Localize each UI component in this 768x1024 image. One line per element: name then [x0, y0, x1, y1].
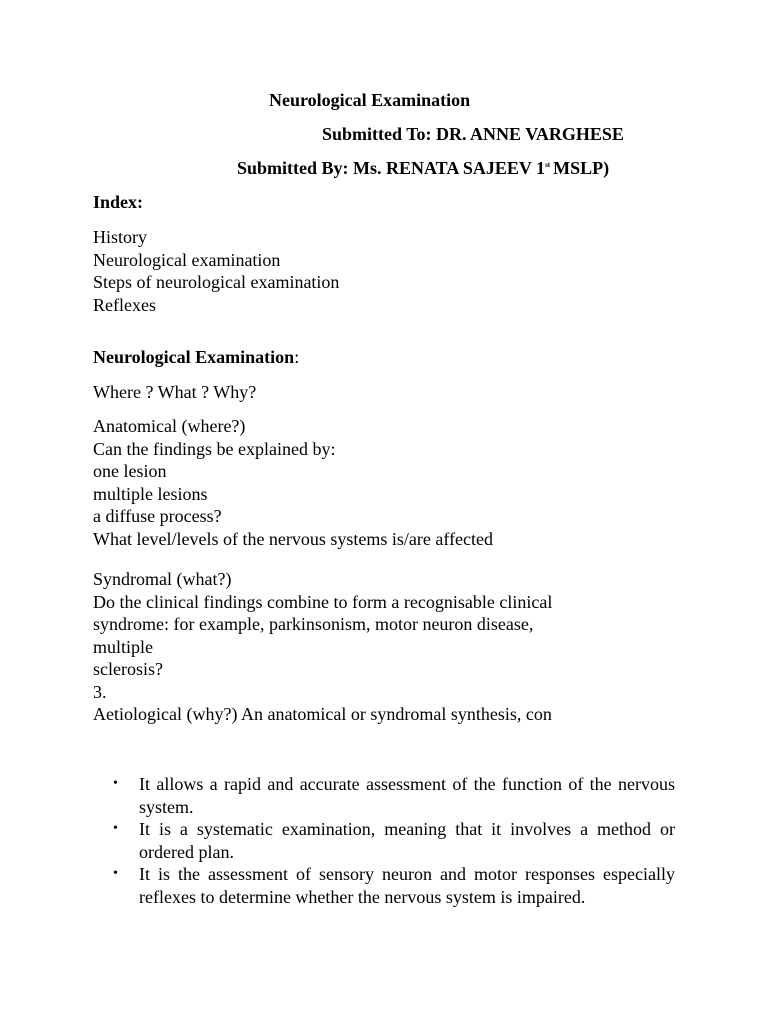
bullet-icon: •: [113, 866, 118, 881]
anatomical-line: What level/levels of the nervous systems is/are affected: [93, 528, 494, 549]
syndromal-line: Syndromal (what?): [93, 569, 232, 589]
submitted-by-line: [237, 157, 609, 180]
index-item-reflexes: Reflexes: [93, 294, 156, 315]
list-item: [113, 773, 675, 818]
index-heading: Index:: [93, 192, 144, 212]
list-item-text: It is the assessment of sensory neuron and motor responses especially reflexes to determine whether the nervous system is impaired.: [139, 864, 675, 907]
index-item-steps: Steps of neurological examination: [93, 272, 340, 292]
anatomical-line: a diffuse process?: [93, 506, 222, 526]
anatomical-line: multiple lesions: [93, 483, 208, 504]
list-item: [113, 863, 675, 908]
bullet-list: [113, 773, 675, 908]
anatomical-paragraph: [93, 415, 493, 550]
anatomical-line: Anatomical (where?): [93, 416, 246, 436]
syndromal-line: sclerosis?: [93, 659, 163, 679]
index-item-history: History: [93, 227, 147, 247]
index-item-neurological-examination: Neurological examination: [93, 249, 281, 270]
document-title: Neurological Examination: [269, 90, 471, 110]
anatomical-line: one lesion: [93, 461, 167, 481]
list-item-text: It allows a rapid and accurate assessment of the function of the nervous system.: [139, 774, 675, 817]
list-item: [113, 818, 675, 863]
syndromal-line: Aetiological (why?) An anatomical or syndromal synthesis, con: [93, 704, 552, 724]
bullet-icon: •: [113, 821, 118, 836]
ordinal-superscript: st: [545, 161, 551, 169]
section-heading-colon: :: [294, 347, 300, 367]
syndromal-paragraph: [93, 568, 552, 726]
section-heading-text: Neurological Examination: [93, 347, 295, 367]
questions-line: Where ? What ? Why?: [93, 382, 257, 402]
anatomical-line: Can the findings be explained by:: [93, 438, 336, 459]
syndromal-line: Do the clinical findings combine to form a recognisable clinical: [93, 591, 553, 612]
submitted-by-text: Submitted By: Ms. RENATA SAJEEV 1: [237, 158, 546, 178]
submitted-by-suffix: MSLP): [553, 158, 610, 178]
syndromal-line: 3.: [93, 681, 107, 702]
list-item-text: It is a systematic examination, meaning that it involves a method or ordered plan.: [139, 819, 675, 862]
bullet-icon: •: [113, 776, 118, 791]
index-list: [93, 226, 339, 316]
syndromal-line: multiple: [93, 636, 153, 657]
section-heading: [93, 346, 299, 369]
submitted-to-line: Submitted To: DR. ANNE VARGHESE: [322, 124, 624, 144]
syndromal-line: syndrome: for example, parkinsonism, motor neuron disease,: [93, 614, 534, 634]
